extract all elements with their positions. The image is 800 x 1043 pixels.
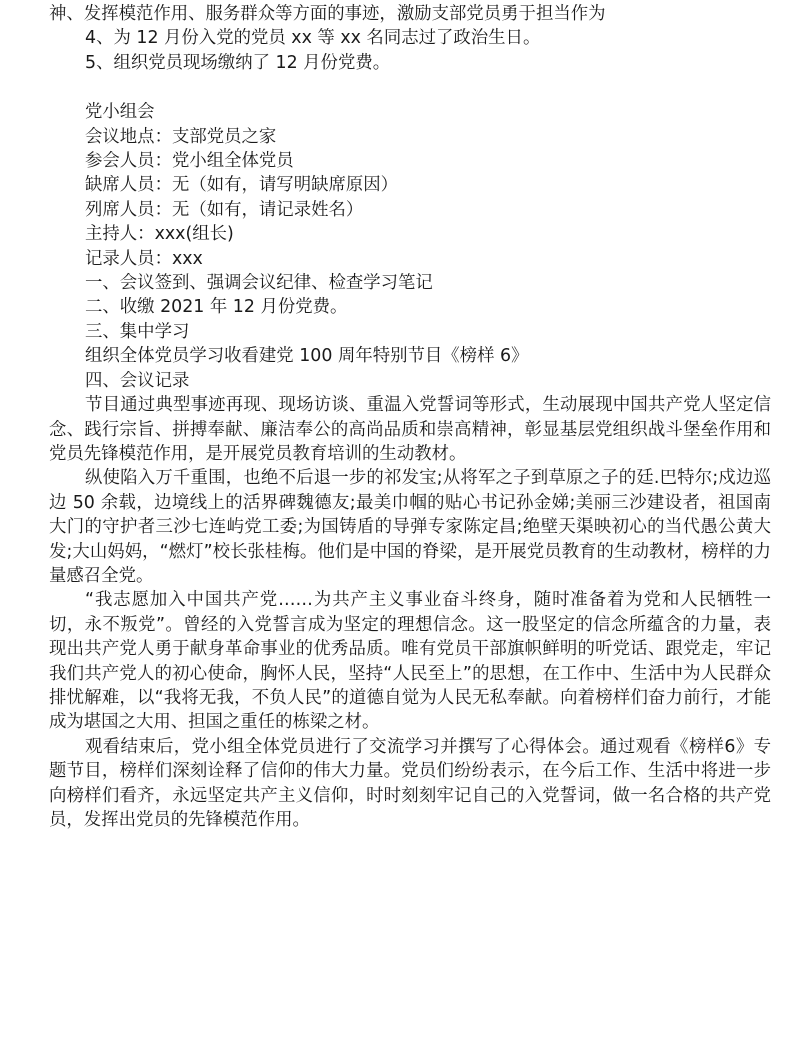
study-content: 组织全体党员学习收看建党 100 周年特别节目《榜样 6》	[85, 346, 529, 367]
meeting-recorder: 记录人员：xxx	[85, 248, 203, 269]
section-title: 党小组会	[85, 102, 155, 123]
agenda-item-2: 二、收缴 2021 年 12 月份党费。	[85, 297, 348, 318]
body-line: 神、发挥模范作用、服务群众等方面的事迹，激励支部党员勇于担当作为	[49, 4, 606, 24]
list-item-5: 5、组织党员现场缴纳了 12 月份党费。	[85, 52, 391, 73]
record-paragraph: 节目通过典型事迹再现、现场访谈、重温入党誓词等形式，生动展现中国共产党人坚定信念、践行宗旨、拼搏奉献、廉洁奉公的高尚品质和崇高精神，彰显基层党组织战斗堡垒作用和党员先锋模范作用，是开展党员教育培训的生动教材。	[49, 395, 771, 464]
record-paragraph: 观看结束后，党小组全体党员进行了交流学习并撰写了心得体会。通过观看《榜样6》专题节目，榜样们深刻诠释了信仰的伟大力量。党员们纷纷表示，在今后工作、生活中将进一步向榜样们看齐，永远坚定共产主义信仰，时时刻刻牢记自己的入党誓词，做一名合格的共产党员，发挥出党员的先锋模范作用。	[49, 736, 771, 830]
agenda-item-1: 一、会议签到、强调会议纪律、检查学习笔记	[85, 273, 433, 294]
list-item-4: 4、为 12 月份入党的党员 xx 等 xx 名同志过了政治生日。	[85, 28, 541, 49]
meeting-observers: 列席人员：无（如有，请记录姓名）	[85, 199, 364, 220]
meeting-location: 会议地点：支部党员之家	[85, 126, 277, 147]
agenda-item-3: 三、集中学习	[85, 321, 190, 342]
meeting-host: 主持人：xxx(组长)	[85, 224, 234, 245]
watermark: ⠀	[505, 296, 550, 344]
meeting-absentees: 缺席人员：无（如有，请写明缺席原因）	[85, 175, 399, 196]
document-page	[49, 0, 771, 832]
agenda-item-4: 四、会议记录	[85, 370, 190, 391]
record-paragraph: 纵使陷入万千重围，也绝不后退一步的祁发宝;从将军之子到草原之子的廷.巴特尔;戍边巡边 50 余载，边境线上的活界碑魏德友;最美巾帼的贴心书记孙金娣;美丽三沙建设者，祖国南大门的守护者三沙七连屿党工委;为国铸盾的导弹专家陈定昌;绝壁天渠映初心的当代愚公黄大发;大山妈妈，“燃灯”校长张桂梅。他们是中国的脊梁，是开展党员教育的生动教材，榜样的力量感召全党。	[49, 468, 771, 586]
spacer	[49, 75, 771, 100]
meeting-attendees: 参会人员：党小组全体党员	[85, 151, 294, 172]
record-paragraph: “我志愿加入中国共产党……为共产主义事业奋斗终身，随时准备着为党和人民牺牲一切，永不叛党”。曾经的入党誓言成为坚定的理想信念。这一股坚定的信念所蕴含的力量，表现出共产党人勇于献身革命事业的优秀品质。唯有党员干部旗帜鲜明的听党话、跟党走，牢记我们共产党人的初心使命，胸怀人民，坚持“人民至上”的思想，在工作中、生活中为人民群众排忧解难，以“我将无我，不负人民”的道德自觉为人民无私奉献。向着榜样们奋力前行，才能成为堪国之大用、担国之重任的栋梁之材。	[49, 590, 771, 733]
